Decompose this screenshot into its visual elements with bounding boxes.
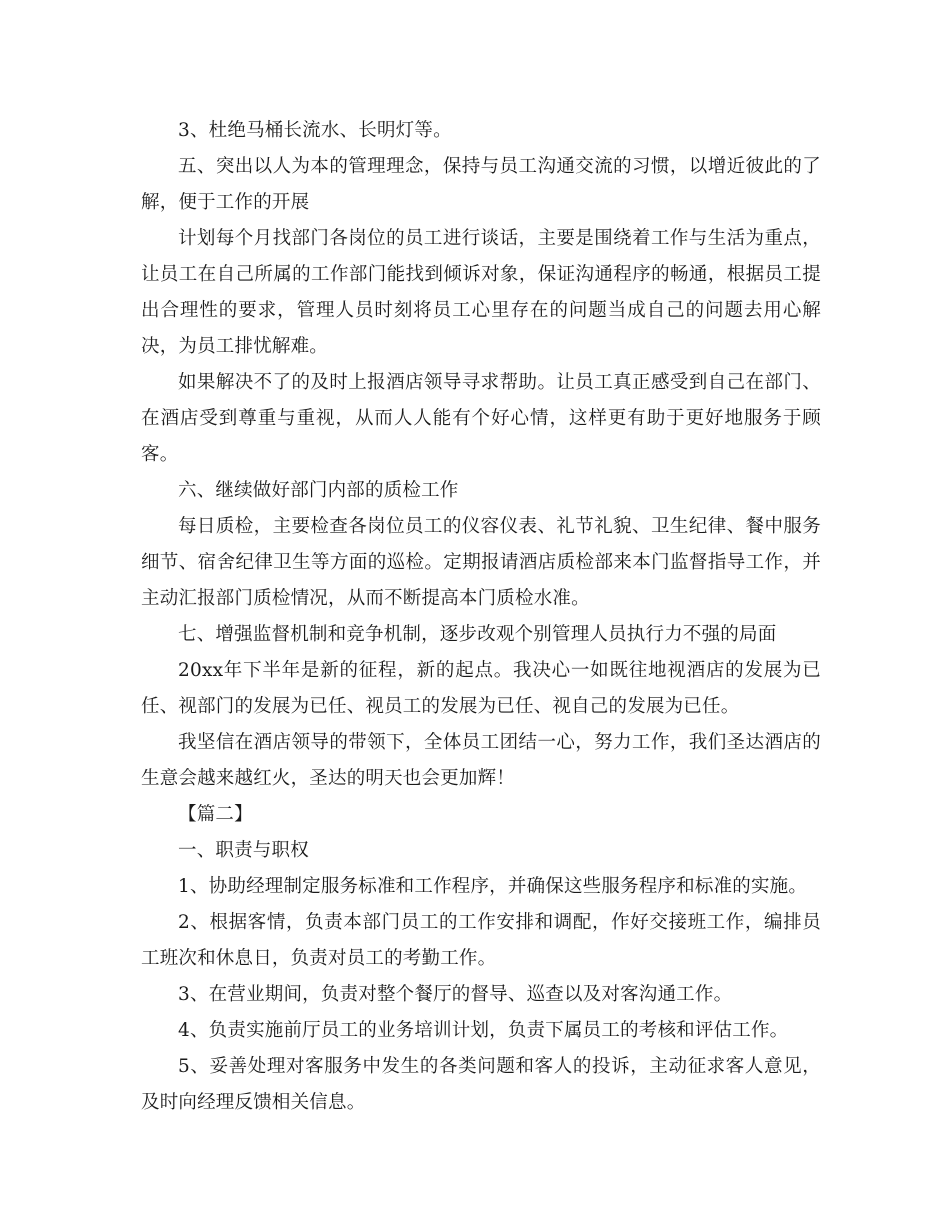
heading-section-six: 六、继续做好部门内部的质检工作 [178,480,459,501]
paragraph-daily-inspection: 每日质检，主要检查各岗位员工的仪容仪表、礼节礼貌、卫生纪律、餐中服务细节、宿舍纪律卫生等方面的巡检。定期报请酒店质检部来本门监督指导工作，并主动汇报部门质检情况，从而不断提高本门质检水准。 [141,516,821,609]
paragraph-staff-talks: 计划每个月找部门各岗位的员工进行谈话，主要是围绕着工作与生活为重点，让员工在自己所属的工作部门能找到倾诉对象，保证沟通程序的畅通，根据员工提出合理性的要求，管理人员时刻将员工心里存在的问题当成自己的问题去用心解决，为员工排忧解难。 [141,228,821,357]
heading-section-five: 五、突出以人为本的管理理念，保持与员工沟通交流的习惯，以增近彼此的了解，便于工作的开展 [141,156,821,213]
list-item-duty-4: 4、负责实施前厅员工的业务培训计划，负责下属员工的考核和评估工作。 [178,1020,789,1041]
list-item-duty-3: 3、在营业期间，负责对整个餐厅的督导、巡查以及对客沟通工作。 [178,984,733,1005]
paragraph-belief: 我坚信在酒店领导的带领下，全体员工团结一心，努力工作，我们圣达酒店的生意会越来越红火，圣达的明天也会更加辉！ [141,732,821,789]
heading-section-seven: 七、增强监督机制和竞争机制，逐步改观个别管理人员执行力不强的局面 [178,624,777,645]
heading-duties-authority: 一、职责与职权 [178,840,309,861]
list-item-duty-5: 5、妥善处理对客服务中发生的各类问题和客人的投诉，主动征求客人意见，及时向经理反馈相关信息。 [141,1056,821,1113]
document-body [141,113,821,1121]
paragraph-new-journey: 20xx年下半年是新的征程，新的起点。我决心一如既往地视酒店的发展为已任、视部门的发展为已任、视员工的发展为已任、视自己的发展为已任。 [141,660,821,717]
heading-part-two: 【篇二】 [178,804,253,825]
list-item-duty-1: 1、协助经理制定服务标准和工作程序，并确保这些服务程序和标准的实施。 [178,876,808,897]
list-item-duty-2: 2、根据客情，负责本部门员工的工作安排和调配，作好交接班工作，编排员工班次和休息日，负责对员工的考勤工作。 [141,912,821,969]
paragraph-water-saving: 3、杜绝马桶长流水、长明灯等。 [178,120,452,141]
paragraph-report-help: 如果解决不了的及时上报酒店领导寻求帮助。让员工真正感受到自己在部门、在酒店受到尊重与重视，从而人人能有个好心情，这样更有助于更好地服务于顾客。 [141,372,821,465]
